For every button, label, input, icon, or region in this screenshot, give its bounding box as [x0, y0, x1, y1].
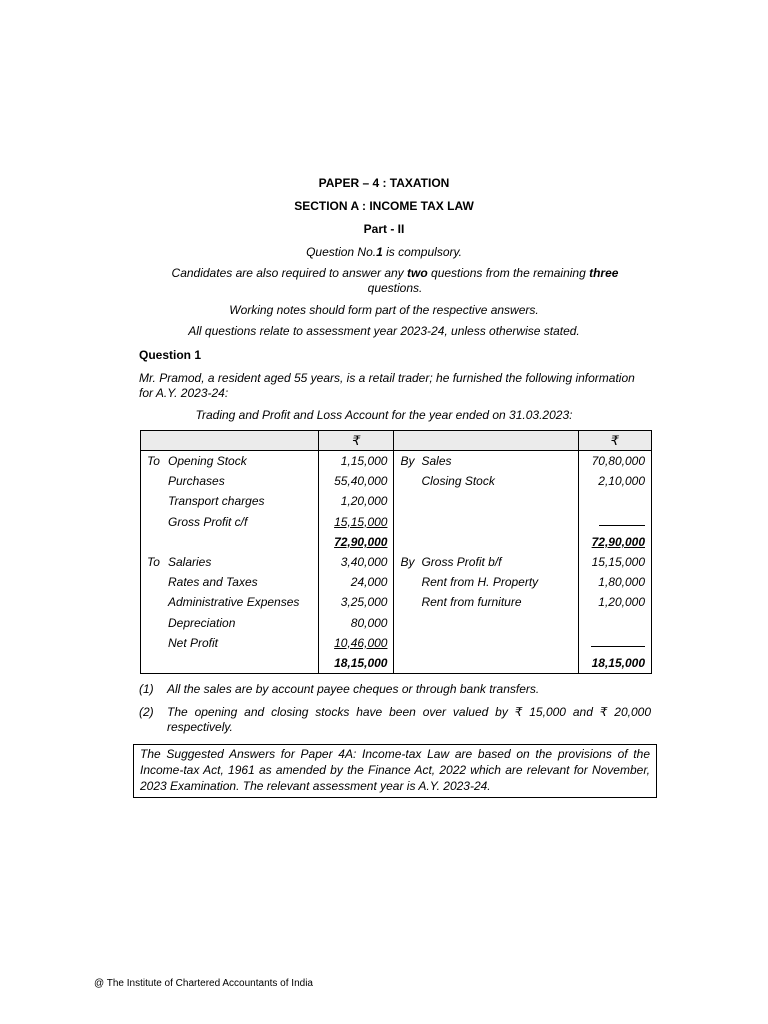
table-caption: Trading and Profit and Loss Account for the year ended on 31.03.2023:: [195, 408, 573, 422]
table-row: Net Profit 10,46,000: [141, 633, 652, 653]
rupee-header-left: ₹: [319, 431, 394, 451]
table-row: Rates and Taxes 24,000 Rent from H. Property 1,80,000: [141, 572, 652, 592]
question-label: Question 1: [139, 348, 202, 362]
table-row: To Opening Stock 1,15,000 By Sales 70,80,000: [141, 451, 652, 472]
footer-copyright: @ The Institute of Chartered Accountants of India: [94, 978, 313, 989]
table-total-row: 18,15,000 18,15,000: [141, 653, 652, 674]
disclaimer-box: The Suggested Answers for Paper 4A: Income-tax Law are based on the provisions of the Income-tax Act, 1961 as amended by the Finance Act, 2022 which are relevant for November, 2023 Examination. The relevant assessment year is A.Y. 2023-24.: [133, 744, 657, 798]
question-text: Mr. Pramod, a resident aged 55 years, is a retail trader; he furnished the following information for A.Y. 2023-24:: [139, 371, 635, 400]
underline-rule: [599, 515, 645, 526]
paper-title: PAPER – 4 : TAXATION: [318, 176, 450, 190]
table-header-row: [141, 431, 652, 451]
table-row: Administrative Expenses 3,25,000 Rent from furniture 1,20,000: [141, 592, 652, 612]
table-row: Depreciation 80,000: [141, 613, 652, 633]
underline-rule: [591, 636, 645, 647]
table-total-row: 72,90,000 72,90,000: [141, 532, 652, 552]
instruction-compulsory: Question No.1 is compulsory.: [306, 245, 462, 259]
table-row: Purchases 55,40,000 Closing Stock 2,10,000: [141, 471, 652, 491]
instruction-working-notes: Working notes should form part of the respective answers.: [229, 303, 539, 317]
part-title: Part - II: [363, 222, 405, 236]
instruction-choice: Candidates are also required to answer any two questions from the remaining three questions.: [171, 266, 619, 295]
table-row: Transport charges 1,20,000: [141, 491, 652, 511]
rupee-header-right: ₹: [578, 431, 651, 451]
trading-pl-account-table: [140, 430, 652, 674]
instruction-assessment-year: All questions relate to assessment year 2023-24, unless otherwise stated.: [188, 324, 580, 338]
section-title: SECTION A : INCOME TAX LAW: [294, 199, 474, 213]
table-row: To Salaries 3,40,000 By Gross Profit b/f 15,15,000: [141, 552, 652, 572]
table-row: Gross Profit c/f 15,15,000: [141, 512, 652, 532]
